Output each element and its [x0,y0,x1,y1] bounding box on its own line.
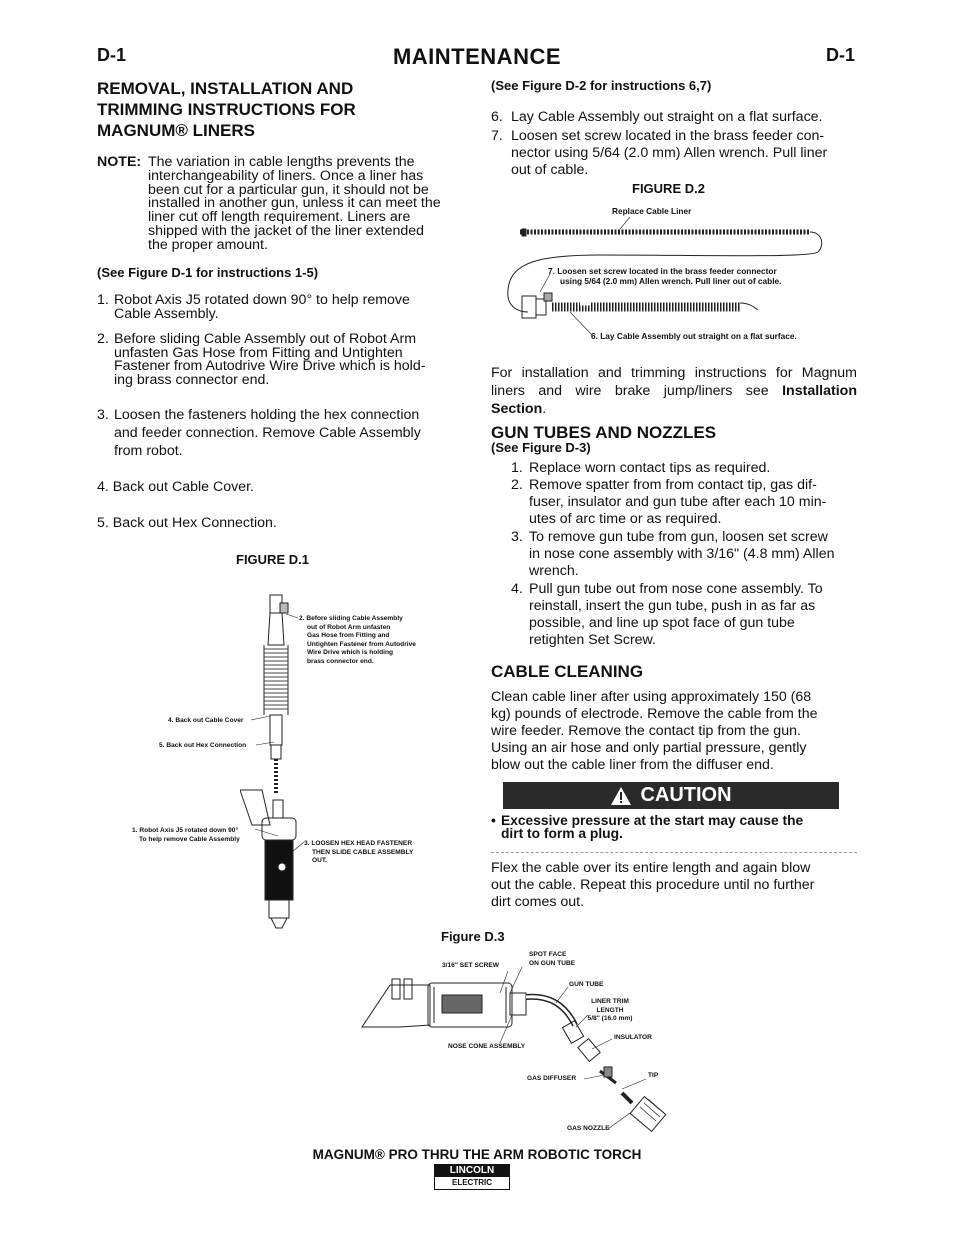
fig3-set-screw-callout: 3/16" SET SCREW [442,962,499,969]
figure-d1-label: FIGURE D.1 [236,552,309,567]
fig1-callout-3 [304,840,413,866]
step-line: possible, and line up spot face of gun tube [529,615,795,631]
step-line: Robot Axis J5 rotated down 90° to help remove [114,292,410,308]
step-line: reinstall, insert the gun tube, push in as far as [529,598,816,614]
paragraph-text: For installation and trimming instructions for Magnum liners and wire brake jump/liners see [491,365,857,399]
heading-line: MAGNUM® LINERS [97,121,255,140]
callout-line: ON GUN TUBE [529,959,576,967]
caution-divider [491,852,857,853]
note-line: The variation in cable lengths prevents the [148,154,415,170]
step-line: Before sliding Cable Assembly out of Robot Arm [114,331,417,347]
gun-tubes-heading: GUN TUBES AND NOZZLES [491,423,717,442]
step-number: 2. [511,477,523,493]
step-line: Fastener from Autodrive Wire Drive which is hold- [114,358,426,375]
note-label: NOTE: [97,154,142,170]
callout-line: 1. Robot Axis J5 rotated down 90° [132,827,239,834]
see-figure-d2: (See Figure D-2 for instructions 6,7) [491,78,712,93]
fig3-gas-diffuser-callout: GAS DIFFUSER [527,1075,577,1082]
heading-line: REMOVAL, INSTALLATION AND [97,79,354,98]
caution-line: Excessive pressure at the start may cause the [501,813,804,828]
fig1-callout-1 [132,827,240,844]
paragraph-line: kg) pounds of electrode. Remove the cable from the [491,706,818,722]
note-block [97,156,463,253]
callout-line: Gas Hose from Fitting and [307,632,390,639]
step-line: fuser, insulator and gun tube after each 10 min- [529,494,827,510]
logo-top-text: LINCOLN [435,1165,509,1177]
paragraph-line: Using an air hose and only partial pressure, gently [491,740,807,756]
caution-item [491,814,857,840]
step-line: Lay Cable Assembly out straight on a flat surface. [511,109,823,125]
cable-cleaning-paragraph [491,689,857,774]
step-number: 4. [511,581,523,597]
step-line: To remove gun tube from gun, loosen set screw [529,529,828,545]
cable-cleaning-heading: CABLE CLEANING [491,662,644,681]
note-text [148,156,463,253]
logo-bottom-text: ELECTRIC [452,1178,492,1187]
paragraph-line: blow out the cable liner from the diffuser end. [491,757,774,773]
paragraph-line: out the cable. Repeat this procedure until no further [491,877,815,893]
page-code-left: D-1 [97,45,127,65]
step-number: 1. [511,460,523,476]
left-step-3 [97,406,463,460]
callout-line: 7. Loosen set screw located in the brass feeder connector [548,266,777,276]
installation-paragraph [491,364,857,418]
fig2-callout-replace: Replace Cable Liner [612,206,692,216]
section-heading-liners [97,78,477,141]
step-line: ing brass connector end. [114,371,270,388]
callout-line: LENGTH [596,1006,624,1014]
step-number: 7. [491,128,503,144]
caution-banner [503,782,839,809]
see-figure-d3: (See Figure D-3) [491,440,591,455]
page-code-right: D-1 [826,45,856,65]
step-number: 6. [491,109,503,125]
right-step-7 [491,128,857,179]
note-line: interchangeability of liners. Once a liner has [148,167,424,184]
note-line: shipped with the jacket of the liner extended [148,222,425,239]
step-line: in nose cone assembly with 3/16" (4.8 mm) Allen [529,546,835,562]
callout-line: 3. LOOSEN HEX HEAD FASTENER [304,840,413,847]
step-line: Pull gun tube out from nose cone assembly. To [529,581,823,597]
left-step-5 [97,515,277,532]
step-number: 3. [511,529,523,545]
paragraph-line: Clean cable liner after using approximately 150 (68 [491,689,812,705]
step-line: Loosen the fasteners holding the hex connection [114,407,420,423]
left-step-4 [97,479,254,496]
paragraph-text: . [542,401,547,417]
figure-d1-leader-lines [250,612,310,862]
step-line: out of cable. [511,162,589,178]
left-step-2 [97,333,463,387]
step-line: Remove spatter from from contact tip, gas dif- [529,477,817,493]
step-line: Back out Cable Cover. [112,479,254,495]
callout-line: To help remove Cable Assembly [139,835,240,843]
see-figure-d1: (See Figure D-1 for instructions 1-5) [97,265,319,280]
fig1-callout-4: 4. Back out Cable Cover [168,717,244,724]
caution-line: dirt to form a plug. [501,826,623,841]
gun-step-3 [511,529,857,580]
callout-line: 5/8" (16.0 mm) [587,1015,633,1022]
callout-line: 2. Before sliding Cable Assembly [299,615,403,622]
left-step-1 [97,293,463,321]
fig1-callout-5: 5. Back out Hex Connection [159,742,247,749]
fig1-callout-2 [299,615,439,666]
step-line: from robot. [114,443,183,459]
step-line: wrench. [529,563,579,579]
callout-line: out of Robot Arm unfasten [307,623,391,631]
paragraph-line: dirt comes out. [491,894,585,910]
fig2-callout-6: 6. Lay Cable Assembly out straight on a flat surface. [591,331,797,341]
callout-line: Untighten Fastener from Autodrive [307,640,416,648]
step-line: and feeder connection. Remove Cable Assembly [114,425,421,441]
page-title: MAINTENANCE [392,44,562,69]
heading-line: TRIMMING INSTRUCTIONS FOR [97,100,356,119]
paragraph-line: wire feeder. Remove the contact tip from the gun. [491,723,801,739]
callout-line: using 5/64 (2.0 mm) Allen wrench. Pull liner out of cable. [560,276,782,286]
lincoln-electric-logo [434,1164,510,1190]
callout-line: Wire Drive which is holding [307,649,394,656]
step-line: nector using 5/64 (2.0 mm) Allen wrench. Pull liner [511,145,828,161]
step-number: 2. [97,331,109,347]
step-line: Cable Assembly. [114,306,219,322]
callout-line: OUT. [312,857,328,864]
footer-title: MAGNUM® PRO THRU THE ARM ROBOTIC TORCH [312,1147,642,1162]
fig3-nose-cone-callout: NOSE CONE ASSEMBLY [448,1043,526,1050]
step-line: Back out Hex Connection. [112,515,277,531]
callout-line: LINER TRIM [591,998,629,1005]
caution-label: CAUTION [640,784,732,806]
fig2-callout-7 [548,266,781,286]
paragraph-line: Flex the cable over its entire length and again blow [491,860,811,876]
warning-triangle-icon [610,786,632,806]
note-line: liner cut off length requirement. Liners are [148,209,411,226]
installation-section-ref: Installation Section [491,383,857,417]
fig3-gun-tube-callout: GUN TUBE [569,981,604,988]
note-line: installed in another gun, unless it can meet the [148,195,441,212]
callout-line: THEN SLIDE CABLE ASSEMBLY [312,848,414,856]
callout-line: SPOT FACE [529,951,567,958]
right-step-6 [491,109,857,126]
step-line: retighten Set Screw. [529,632,656,648]
step-line: unfasten Gas Hose from Fitting and Untighten [114,344,403,361]
note-line: been cut for a particular gun, it should not be [148,181,429,198]
step-line: utes of arc time or as required. [529,511,722,527]
gun-step-1 [511,460,857,477]
step-line: Replace worn contact tips as required. [529,460,771,476]
figure-d3-label: Figure D.3 [441,929,505,944]
figure-d2-label: FIGURE D.2 [632,181,705,196]
fig3-spot-face-callout [529,951,575,968]
flex-paragraph [491,860,857,911]
note-line: the proper amount. [148,236,268,253]
bullet: • [491,813,496,828]
step-number: 3. [97,407,109,423]
gun-step-2 [511,477,857,528]
callout-line: brass connector end. [307,657,374,665]
fig3-liner-trim-callout [583,998,637,1024]
step-number: 1. [97,292,109,308]
step-number: 5. [97,515,109,531]
step-line: Loosen set screw located in the brass feeder con- [511,128,825,144]
fig3-insulator-callout: INSULATOR [614,1034,652,1041]
fig3-tip-callout: TIP [648,1072,659,1079]
step-number: 4. [97,479,109,495]
fig3-gas-nozzle-callout: GAS NOZZLE [567,1125,610,1132]
gun-step-4 [511,581,857,649]
